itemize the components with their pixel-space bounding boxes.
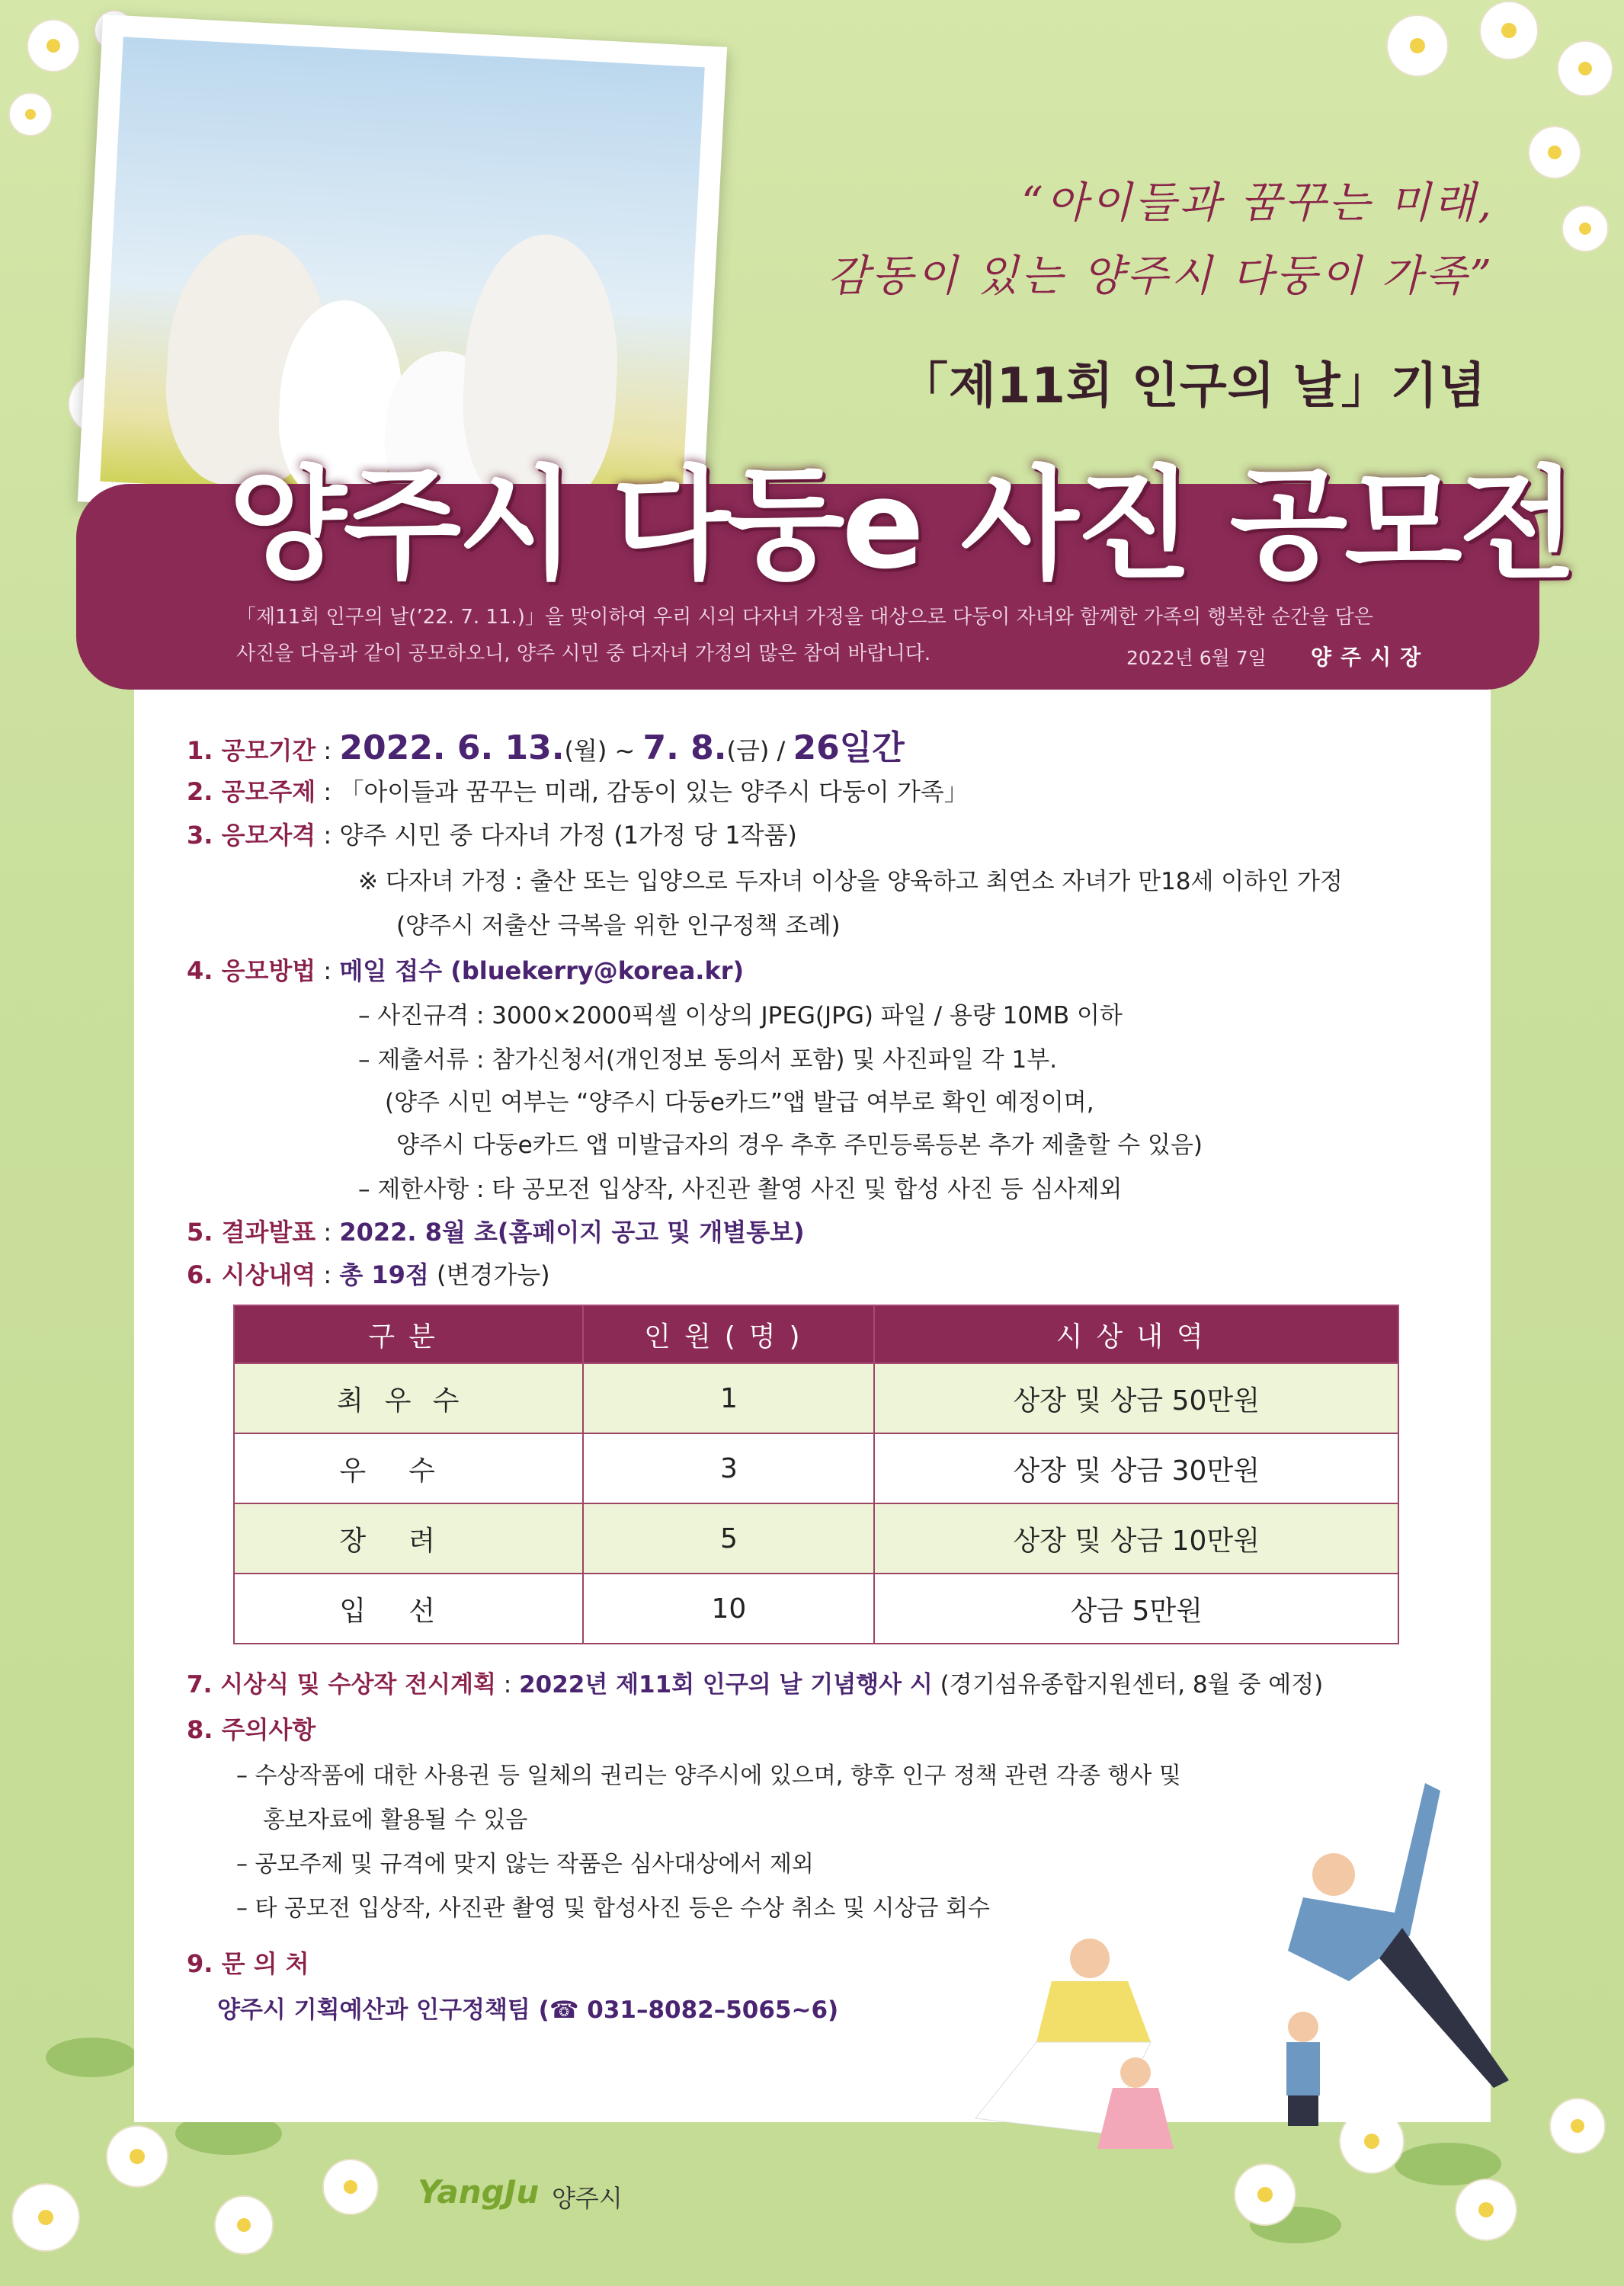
section-1 (187, 720, 905, 769)
period-start-day: (월) (564, 736, 607, 765)
section-1-colon: : (316, 736, 340, 765)
period-slash: / (769, 736, 793, 765)
slogan-line-2: 감동이 있는 양주시 다둥이 가족” (827, 251, 1494, 301)
section-5-label: 5. 결과발표 (187, 1218, 316, 1247)
cell-category: 입선 (234, 1574, 583, 1644)
col-header-category: 구분 (234, 1305, 583, 1363)
section-9 (187, 1945, 309, 1980)
section-9-label: 9. 문 의 처 (187, 1949, 309, 1978)
period-end-day: (금) (726, 736, 770, 765)
yangju-logo: YangJu (418, 2173, 540, 2211)
section-8-bullet-3: – 공모주제 및 규격에 맞지 않는 작품은 심사대상에서 제외 (236, 1851, 814, 1878)
section-3-note-2: (양주시 저출산 극복을 위한 인구정책 조례) (396, 912, 841, 940)
section-3-label: 3. 응모자격 (187, 821, 316, 850)
intro-line-1: 「제11회 인구의 날(’22. 7. 11.)」을 맞이하여 우리 시의 다자녀 가정을 대상으로 다둥이 자녀와 함께한 가족의 행복한 순간을 담은 (236, 606, 1373, 629)
section-3-note-1: ※ 다자녀 가정 : 출산 또는 입양으로 두자녀 이상을 양육하고 최연소 자녀가 만18세 이하인 가정 (358, 868, 1343, 895)
cell-count: 5 (583, 1503, 874, 1574)
cell-award: 상금 5만원 (874, 1574, 1398, 1644)
section-5-text: 2022. 8월 초(홈페이지 공고 및 개별통보) (339, 1218, 805, 1247)
section-4 (187, 952, 744, 987)
period-end-date: 7. 8. (642, 728, 727, 767)
section-4-bullet-1: – 사진규격 : 3000×2000픽셀 이상의 JPEG(JPG) 파일 / 용량 10MB 이하 (358, 1002, 1123, 1029)
section-2 (187, 773, 969, 808)
section-8-label: 8. 주의사항 (187, 1715, 316, 1744)
section-2-text: : 「아이들과 꿈꾸는 미래, 감동이 있는 양주시 다둥이 가족」 (316, 777, 969, 806)
section-1-label: 1. 공모기간 (187, 736, 316, 765)
table-row (234, 1433, 1398, 1503)
section-3-text: : 양주 시민 중 다자녀 가정 (1가정 당 1작품) (316, 821, 797, 850)
intro-date: 2022년 6월 7일 (1126, 647, 1267, 669)
section-4-bullet-4: 양주시 다둥e카드 앱 미발급자의 경우 추후 주민등록등본 추가 제출할 수 있음) (396, 1132, 1203, 1159)
section-7-label: 7. 시상식 및 수상작 전시계획 (187, 1671, 496, 1698)
slogan-line-1: “아이들과 꿈꾸는 미래, (1021, 178, 1494, 228)
illustration-boy (1286, 2012, 1320, 2126)
cell-count: 3 (583, 1433, 874, 1503)
period-tilde: ~ (607, 736, 643, 765)
section-4-colon: : (316, 956, 340, 985)
cell-category: 장려 (234, 1503, 583, 1574)
section-4-bullet-5: – 제한사항 : 타 공모전 입상작, 사진관 촬영 사진 및 합성 사진 등 심사제외 (358, 1176, 1123, 1203)
intro-mayor: 양주시장 (1311, 645, 1430, 670)
illustration-father (1288, 1783, 1509, 2088)
section-6-note: (변경가능) (428, 1260, 550, 1289)
section-4-method: 메일 접수 (bluekerry@korea.kr) (339, 956, 745, 985)
section-2-label: 2. 공모주제 (187, 777, 316, 806)
section-6-colon: : (316, 1260, 340, 1289)
cell-category: 우수 (234, 1433, 583, 1503)
section-4-bullet-2: – 제출서류 : 참가신청서(개인정보 동의서 포함) 및 사진파일 각 1부. (358, 1046, 1058, 1074)
subtitle: 「제11회 인구의 날」기념 (899, 358, 1487, 415)
section-7-text: 2022년 제11회 인구의 날 기념행사 시 (519, 1671, 933, 1698)
section-4-label: 4. 응모방법 (187, 956, 316, 985)
section-8-bullet-4: – 타 공모전 입상작, 사진관 촬영 및 합성사진 등은 수상 취소 및 시상금 회수 (236, 1895, 990, 1922)
page-title: 양주시 다둥e 사진 공모전 (229, 453, 1574, 596)
section-5-colon: : (316, 1218, 340, 1247)
prize-table-header (234, 1305, 1398, 1363)
cell-count: 10 (583, 1574, 874, 1644)
family-illustration (876, 1737, 1547, 2164)
period-start-date: 2022. 6. 13. (339, 728, 565, 767)
section-3 (187, 816, 797, 851)
section-7 (187, 1665, 1323, 1699)
cell-award: 상장 및 상금 50만원 (874, 1363, 1398, 1433)
section-6 (187, 1256, 550, 1291)
intro-line-2: 사진을 다음과 같이 공모하오니, 양주 시민 중 다자녀 가정의 많은 참여 바랍니다. (236, 642, 931, 665)
section-8-bullet-2: 홍보자료에 활용될 수 있음 (263, 1807, 528, 1833)
section-6-count: 총 19점 (339, 1260, 429, 1289)
cell-award: 상장 및 상금 10만원 (874, 1503, 1398, 1574)
table-row (234, 1363, 1398, 1433)
yangju-logo-kr: 양주시 (552, 2184, 623, 2213)
section-7-note: (경기섬유종합지원센터, 8월 중 예정) (932, 1671, 1324, 1698)
col-header-count: 인원(명) (583, 1305, 874, 1363)
col-header-award: 시상내역 (874, 1305, 1398, 1363)
cell-count: 1 (583, 1363, 874, 1433)
table-row (234, 1503, 1398, 1574)
intro-text (236, 599, 1486, 672)
cell-category: 최우수 (234, 1363, 583, 1433)
section-5 (187, 1213, 805, 1248)
section-4-bullet-3: (양주 시민 여부는 “양주시 다둥e카드”앱 발급 여부로 확인 예정이며, (385, 1089, 1094, 1116)
section-7-colon: : (495, 1671, 520, 1698)
section-9-contact: 양주시 기획예산과 인구정책팀 (☎ 031–8082–5065~6) (217, 1996, 839, 2024)
section-6-label: 6. 시상내역 (187, 1260, 316, 1289)
prize-table (233, 1305, 1399, 1644)
section-8 (187, 1711, 316, 1746)
period-duration: 26일간 (793, 728, 905, 767)
table-row (234, 1574, 1398, 1644)
cell-award: 상장 및 상금 30만원 (874, 1433, 1398, 1503)
section-8-bullet-1: – 수상작품에 대한 사용권 등 일체의 권리는 양주시에 있으며, 향후 인구 정책 관련 각종 행사 및 (236, 1763, 1181, 1789)
